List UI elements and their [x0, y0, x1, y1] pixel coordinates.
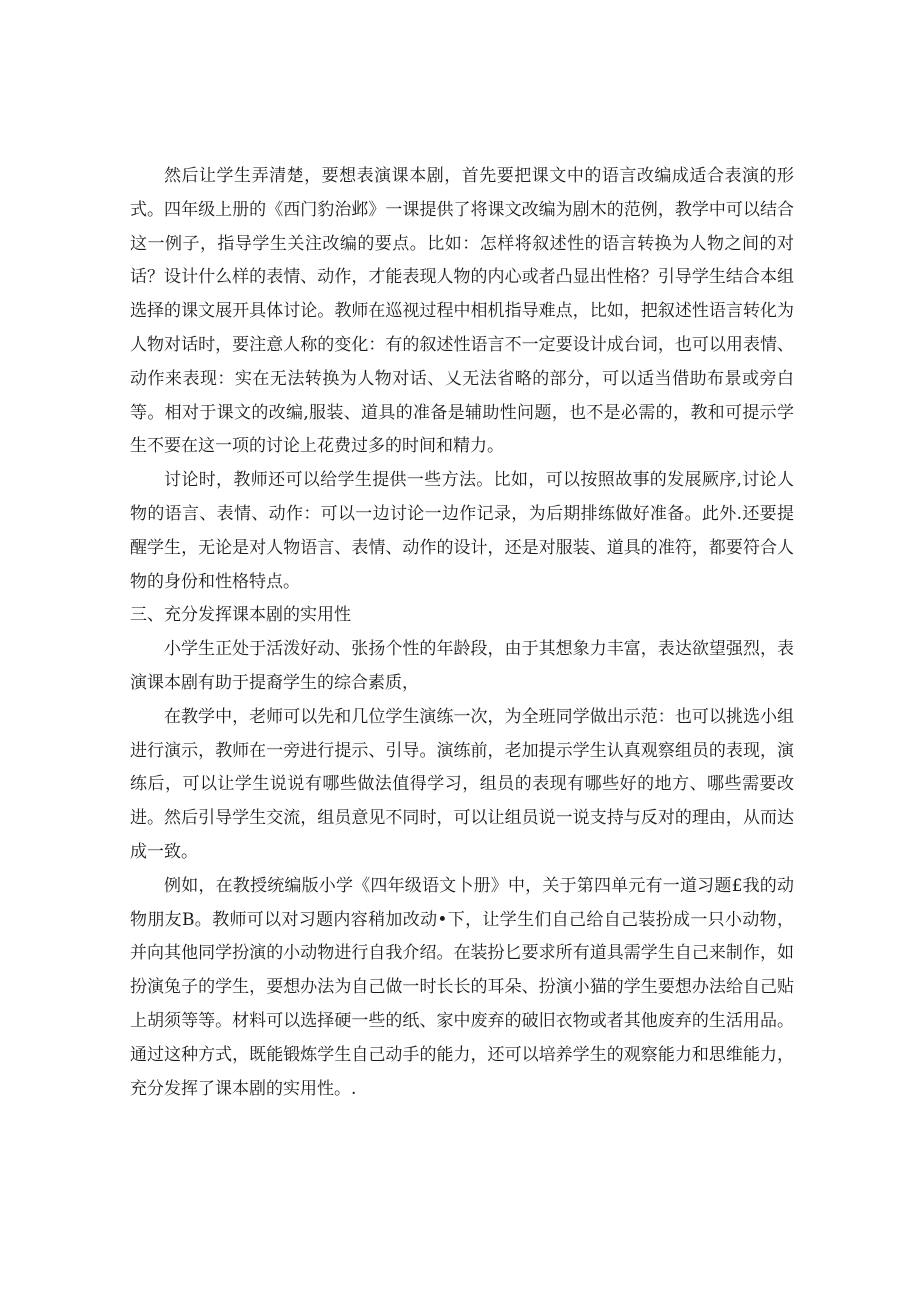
paragraph: 例如，在教授统编版小学《四年级语文卜册》中，关于第四单元有一道习题£我的动物朋友B。教师可以对习题内容稍加改动•下，让学生们自己给自己装扮成一只小动物，并向其他同学扮演的小动物进行自我介绍。在装扮匕要求所有道具需学生自己来制作，如扮演兔子的学生，要想办法为自己做一时长长的耳朵、扮演小猫的学生要想办法给自己贴上胡须等等。材料可以选择硬一些的纸、家中废弃的破旧衣物或者其他废弃的生活用品。通过这种方式，既能锻炼学生自己动手的能力，还可以培养学生的观察能力和思维能力，充分发挥了课本剧的实用性。. [130, 875, 794, 1099]
section-heading: 三、充分发挥课本剧的实用性 [130, 605, 351, 626]
paragraph: 小学生正处于活泼好动、张扬个性的年龄段，由于其想象力丰富，表达欲望强烈，表演课本剧有助于提裔学生的综合素质， [130, 639, 794, 693]
document-body [130, 160, 794, 1106]
paragraph: 讨论时，教师还可以给学生提供一些方法。比如，可以按照故事的发展厥序,讨论人物的语言、表情、动作：可以一边讨论一边作记录，为后期排练做好准备。此外.还要提醒学生，无论是对人物语言、表情、动作的设计，还是对服装、道具的准符，都要符合人物的身份和性格特点。 [130, 470, 794, 592]
paragraph: 在教学中，老师可以先和几位学生演练一次，为全班同学做出示范：也可以挑选小组进行演示，教师在一旁进行提示、引导。演练前，老加提示学生认真观察组员的表现，演练后，可以让学生说说有哪些做法值得学习，组员的表现有哪些好的地方、哪些需要改进。然后引导学生交流，组员意见不同时，可以让组员说一说支持与反对的理由，从而达成一致。 [130, 706, 794, 862]
paragraph: 然后让学生弄清楚，要想表演课本剧，首先要把课文中的语言改编成适合表演的形式。四年级上册的《西门豹治邺》一课提供了将课文改编为剧木的范例，教学中可以结合这一例子，指导学生关注改编的要点。比如：怎样将叙述性的语言转换为人物之间的对话？设计什么样的表情、动作，才能表现人物的内心或者凸显出性格？引导学生结合本组选择的课文展开具体讨论。教师在巡视过程中相机指导难点，比如，把叙述性语言转化为人物对话时，要注意人称的变化：有的叙述性语言不一定要设计成台词，也可以用表情、动作来表现：实在无法转换为人物对话、乂无法省略的部分，可以适当借助布景或旁白等。相对于课文的改编,服装、道具的准备是辅助性问题，也不是必需的，教和可提示学生不要在这一项的讨论上花费过多的时间和精力。 [130, 166, 794, 457]
